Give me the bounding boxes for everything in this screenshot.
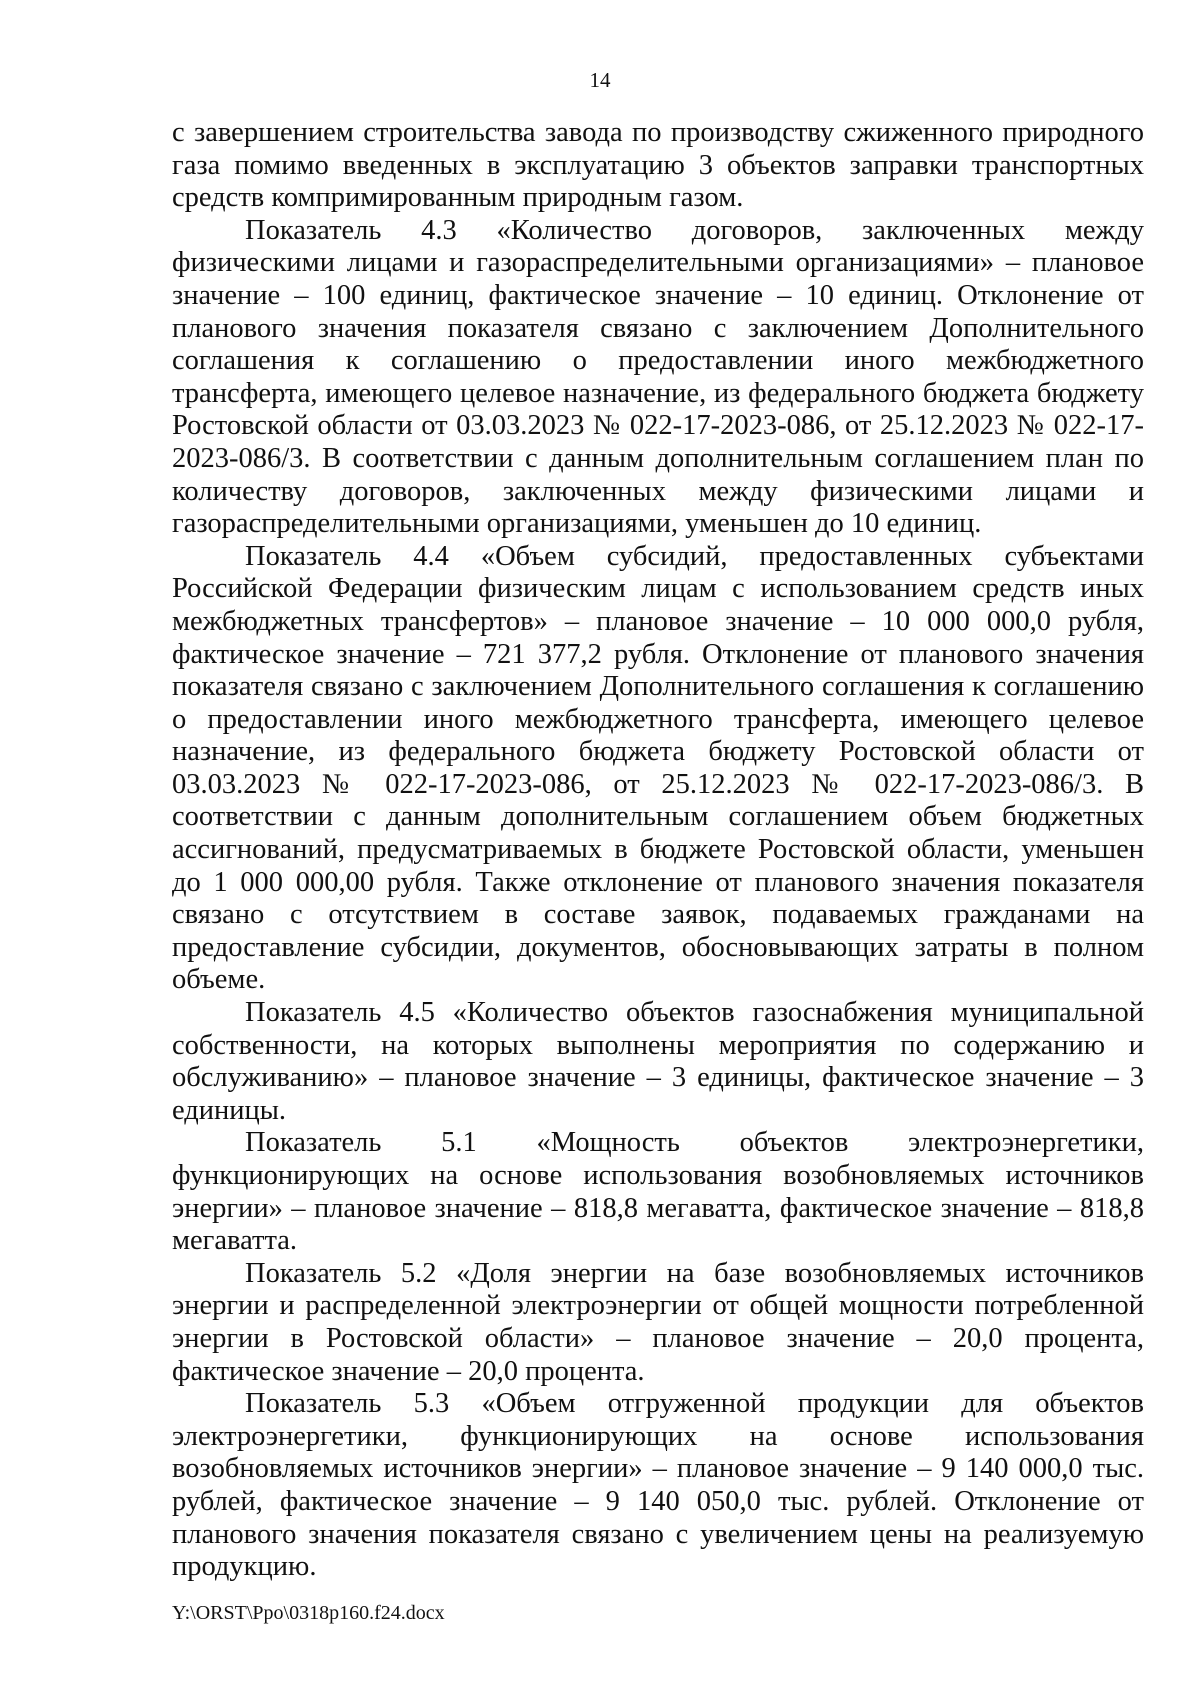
paragraph-indicator-5-2: Показатель 5.2 «Доля энергии на базе возобновляемых источников энергии и распределенной электроэнергии от общей мощности потребленной энергии в Ростовской области» – плановое значение – 20,0 процента, фактическое значение – 20,0 процента. [172, 1257, 1144, 1387]
paragraph-continuation: с завершением строительства завода по производству сжиженного природного газа помимо введенных в эксплуатацию 3 объектов заправки транспортных средств компримированным природным газом. [172, 117, 1144, 214]
body-text [172, 117, 1144, 1584]
paragraph-indicator-4-4: Показатель 4.4 «Объем субсидий, предоставленных субъектами Российской Федерации физическим лицам с использованием средств иных межбюджетных трансфертов» – плановое значение – 10 000 000,0 рубля, фактическое значение – 721 377,2 рубля. Отклонение от планового значения показателя связано с заключением Дополнительного соглашения к соглашению о предоставлении иного межбюджетного трансферта, имеющего целевое назначение, из федерального бюджета бюджету Ростовской области от 03.03.2023 № 022-17-2023-086, от 25.12.2023 № 022-17-2023-086/3. В соответствии с данным дополнительным соглашением объем бюджетных ассигнований, предусматриваемых в бюджете Ростовской области, уменьшен до 1 000 000,00 рубля. Также отклонение от планового значения показателя связано с отсутствием в составе заявок, подаваемых гражданами на предоставление субсидии, документов, обосновывающих затраты в полном объеме. [172, 540, 1144, 996]
paragraph-indicator-4-5: Показатель 4.5 «Количество объектов газоснабжения муниципальной собственности, на которых выполнены мероприятия по содержанию и обслуживанию» – плановое значение – 3 единицы, фактическое значение – 3 единицы. [172, 997, 1144, 1126]
footer-file-path: Y:\ORST\Ppo\0318p160.f24.docx [172, 1602, 445, 1624]
paragraph-indicator-5-1: Показатель 5.1 «Мощность объектов электроэнергетики, функционирующих на основе использования возобновляемых источников энергии» – плановое значение – 818,8 мегаватта, фактическое значение – 818,8 мегаватта. [172, 1127, 1144, 1257]
paragraph-indicator-5-3: Показатель 5.3 «Объем отгруженной продукции для объектов электроэнергетики, функционирующих на основе использования возобновляемых источников энергии» – плановое значение – 9 140 000,0 тыс. рублей, фактическое значение – 9 140 050,0 тыс. рублей. Отклонение от планового значения показателя связано с увеличением цены на реализуемую продукцию. [172, 1388, 1144, 1583]
page-number: 14 [589, 68, 611, 92]
paragraph-indicator-4-3: Показатель 4.3 «Количество договоров, заключенных между физическими лицами и газораспределительными организациями» – плановое значение – 100 единиц, фактическое значение – 10 единиц. Отклонение от планового значения показателя связано с заключением Дополнительного соглашения к соглашению о предоставлении иного межбюджетного трансферта, имеющего целевое назначение, из федерального бюджета бюджету Ростовской области от 03.03.2023 № 022-17-2023-086, от 25.12.2023 № 022-17-2023-086/3. В соответствии с данным дополнительным соглашением план по количеству договоров, заключенных между физическими лицами и газораспределительными организациями, уменьшен до 10 единиц. [172, 214, 1144, 540]
